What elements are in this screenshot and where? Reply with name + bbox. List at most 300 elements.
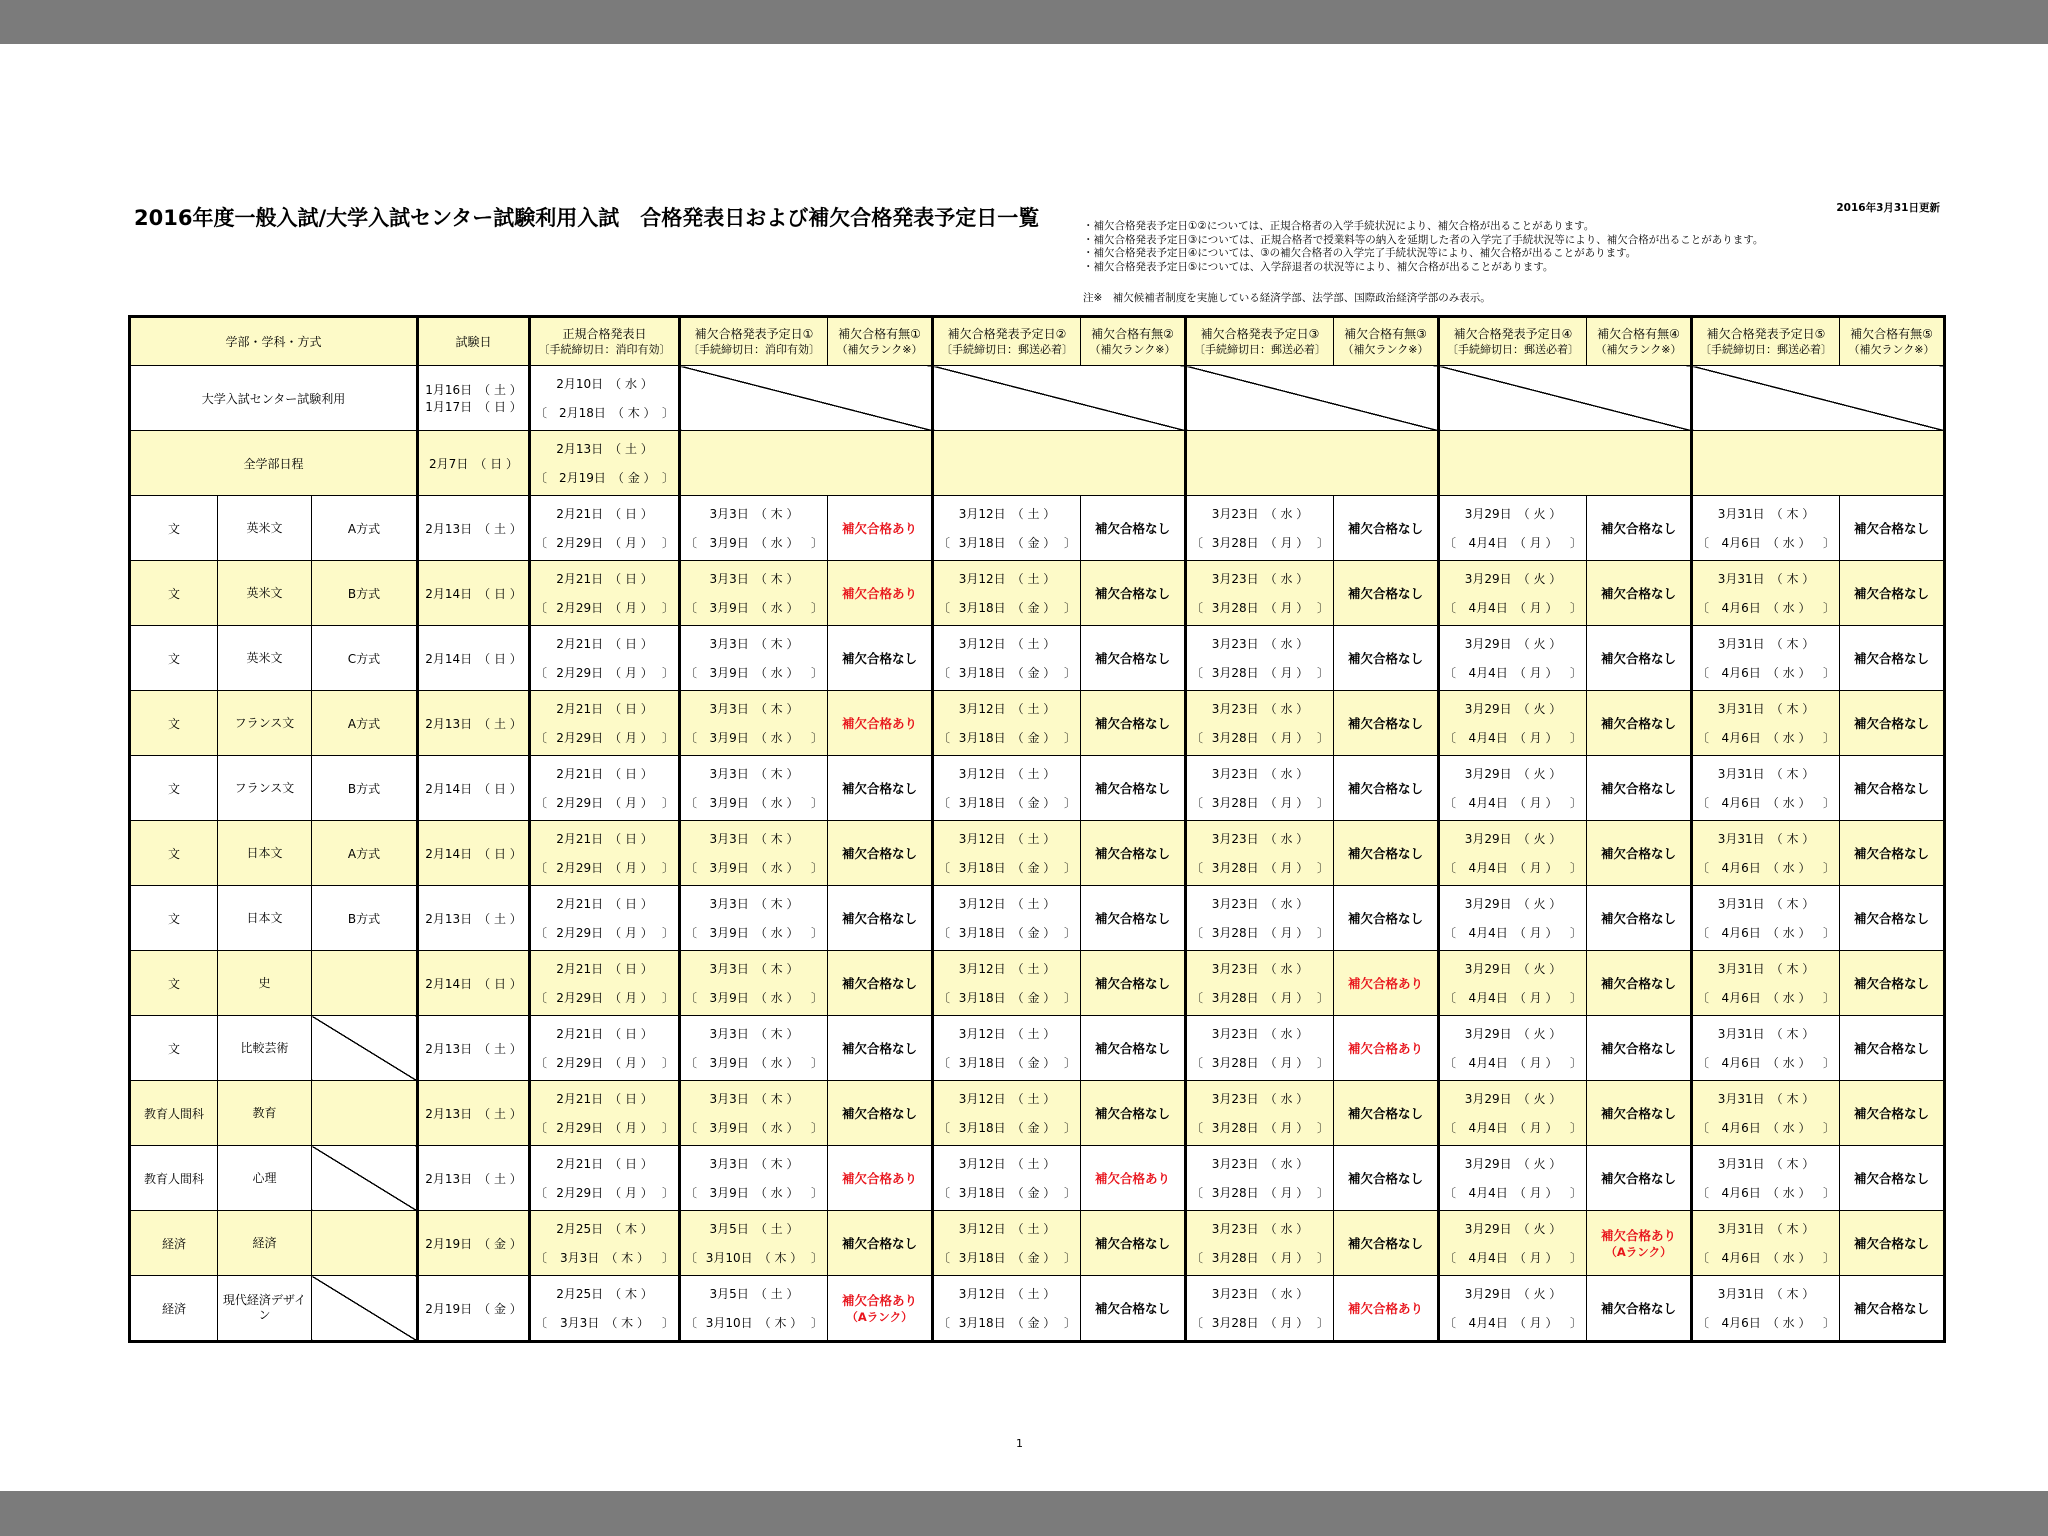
alt-status-text: 補欠合格なし	[1094, 781, 1170, 796]
alt-status	[1081, 1169, 1184, 1187]
bracket-close: 〕	[1063, 1121, 1076, 1135]
bracket-close: 〕	[1063, 536, 1076, 550]
date-pair	[1187, 570, 1333, 616]
deadline-date: 2月29日 （ 月 ）	[556, 926, 653, 940]
date-pair	[1440, 895, 1586, 941]
announce-date: 3月23日 （ 水 ）	[1211, 1092, 1309, 1106]
announce-date: 2月25日 （ 木 ）	[556, 1287, 653, 1301]
alt-status-cell	[1334, 886, 1439, 951]
date-pair	[681, 830, 827, 876]
alt-status	[828, 519, 931, 537]
deadline-row	[535, 1249, 674, 1266]
bracket-close: 〕	[1316, 601, 1329, 615]
alt1-cell	[680, 1146, 828, 1211]
alt-status-text: 補欠合格あり	[1347, 1041, 1423, 1056]
exam-date-cell	[418, 366, 530, 431]
alt2-cell	[933, 1016, 1081, 1081]
deadline-date: 3月9日 （ 水 ）	[709, 536, 799, 550]
deadline-date: 3月9日 （ 水 ）	[709, 991, 799, 1005]
bracket-close: 〕	[1316, 1121, 1329, 1135]
empty-alt-cell	[680, 431, 933, 496]
alt-status-cell	[1081, 951, 1186, 1016]
bracket-open: 〔	[938, 601, 951, 615]
bracket-open: 〔	[685, 1186, 698, 1200]
deadline-row	[535, 1119, 674, 1136]
alt5-cell	[1692, 691, 1840, 756]
alt1-cell	[680, 691, 828, 756]
announce-date: 3月31日 （ 木 ）	[1717, 1222, 1815, 1236]
faculty-cell: 文	[130, 756, 218, 821]
announce-date: 3月12日 （ 土 ）	[958, 962, 1056, 976]
deadline-date: 4月6日 （ 水 ）	[1721, 666, 1811, 680]
date-pair	[531, 765, 678, 811]
alt-status	[1840, 779, 1943, 797]
deadline-date: 4月4日 （ 月 ）	[1468, 1186, 1558, 1200]
date-pair	[1693, 960, 1839, 1006]
empty-method-cell	[312, 1016, 418, 1081]
alt-status-text: 補欠合格なし	[1600, 521, 1676, 536]
bracket-open: 〔	[1444, 861, 1457, 875]
deadline-row	[1697, 534, 1835, 551]
alt1-cell	[680, 561, 828, 626]
exam-date: 1月16日 （ 土 ）	[425, 383, 522, 397]
deadline-row	[1191, 1249, 1329, 1266]
alt-status-cell	[1334, 561, 1439, 626]
alt-status-text: 補欠合格なし	[1853, 521, 1929, 536]
date-pair	[531, 700, 678, 746]
bracket-close: 〕	[661, 731, 674, 745]
header-subline: （補欠ランク※）	[836, 342, 923, 356]
alt-status	[1334, 909, 1437, 927]
date-pair	[531, 570, 678, 616]
official-cell	[530, 626, 680, 691]
deadline-date: 4月4日 （ 月 ）	[1468, 1316, 1558, 1330]
announce-date: 3月3日 （ 木 ）	[709, 572, 799, 586]
alt-status	[1587, 1104, 1690, 1122]
bracket-open: 〔	[1697, 991, 1710, 1005]
bracket-close: 〕	[661, 1251, 674, 1265]
alt-status-cell	[828, 821, 933, 886]
bracket-open: 〔	[1697, 926, 1710, 940]
alt-status-cell	[828, 496, 933, 561]
header-alt5	[1692, 317, 1840, 366]
alt4-cell	[1439, 496, 1587, 561]
alt2-cell	[933, 951, 1081, 1016]
alt-status-cell	[1587, 1016, 1692, 1081]
deadline-row	[685, 924, 823, 941]
alt-status-cell	[1840, 626, 1945, 691]
bracket-close: 〕	[1569, 1251, 1582, 1265]
announce-date: 3月29日 （ 火 ）	[1464, 1092, 1562, 1106]
bracket-close: 〕	[1063, 666, 1076, 680]
alt-status-cell	[1081, 561, 1186, 626]
deadline-row	[685, 989, 823, 1006]
deadline-row	[685, 1249, 823, 1266]
bracket-close: 〕	[810, 1316, 823, 1330]
alt4-cell	[1439, 821, 1587, 886]
deadline-row	[938, 794, 1076, 811]
deadline-date: 2月29日 （ 月 ）	[556, 796, 653, 810]
bracket-close: 〕	[1822, 926, 1835, 940]
table-row	[130, 1146, 1945, 1211]
bracket-close: 〕	[1822, 861, 1835, 875]
announce-date: 3月5日 （ 土 ）	[709, 1287, 799, 1301]
date-pair	[1440, 570, 1586, 616]
alt-status	[1840, 714, 1943, 732]
bracket-open: 〔	[685, 536, 698, 550]
date-pair	[531, 375, 678, 421]
announce-date: 3月3日 （ 木 ）	[709, 767, 799, 781]
bracket-open: 〔	[1697, 666, 1710, 680]
header-subline: （補欠ランク※）	[1342, 342, 1429, 356]
date-pair	[1440, 700, 1586, 746]
alt-status	[1081, 1104, 1184, 1122]
deadline-row	[1697, 664, 1835, 681]
official-cell	[530, 366, 680, 431]
announce-date: 3月29日 （ 火 ）	[1464, 897, 1562, 911]
alt-status	[828, 779, 931, 797]
table-row	[130, 1081, 1945, 1146]
deadline-row	[535, 794, 674, 811]
alt-status-text: 補欠合格なし	[1347, 1106, 1423, 1121]
empty-alt-cell	[1186, 431, 1439, 496]
alt-status	[1840, 1234, 1943, 1252]
bracket-close: 〕	[1316, 796, 1329, 810]
alt-status-text: 補欠合格なし	[1600, 781, 1676, 796]
bracket-open: 〔	[1444, 666, 1457, 680]
announce-date: 3月3日 （ 木 ）	[709, 897, 799, 911]
empty-alt-cell	[1439, 431, 1692, 496]
date-pair	[1187, 1090, 1333, 1136]
alt-status	[828, 974, 931, 992]
exam-date-cell: 2月14日 （ 日 ）	[418, 821, 530, 886]
bracket-open: 〔	[1191, 666, 1204, 680]
announce-date: 3月12日 （ 土 ）	[958, 832, 1056, 846]
alt-status	[828, 584, 931, 602]
deadline-row	[1697, 1314, 1835, 1331]
announce-date: 3月31日 （ 木 ）	[1717, 1157, 1815, 1171]
bracket-open: 〔	[1191, 796, 1204, 810]
deadline-date: 3月18日 （ 金 ）	[958, 1121, 1056, 1135]
exam-date-cell: 2月13日 （ 土 ）	[418, 496, 530, 561]
alt3-cell	[1186, 951, 1334, 1016]
faculty-cell: 文	[130, 691, 218, 756]
deadline-row	[1697, 989, 1835, 1006]
department-cell: 英米文	[218, 561, 312, 626]
bracket-close: 〕	[1316, 926, 1329, 940]
alt-status-cell	[1334, 1211, 1439, 1276]
alt-status-text: 補欠合格なし	[841, 781, 917, 796]
bracket-open: 〔	[1697, 1056, 1710, 1070]
deadline-row	[938, 859, 1076, 876]
announce-date: 2月25日 （ 木 ）	[556, 1222, 653, 1236]
alt-status	[1587, 1299, 1690, 1317]
deadline-date: 3月9日 （ 水 ）	[709, 666, 799, 680]
date-pair	[531, 895, 678, 941]
table-row	[130, 886, 1945, 951]
bracket-open: 〔	[535, 1121, 548, 1135]
deadline-date: 3月9日 （ 水 ）	[709, 731, 799, 745]
table-body	[130, 317, 1945, 1342]
date-pair	[934, 960, 1080, 1006]
alt-status	[1334, 714, 1437, 732]
alt-status	[1334, 519, 1437, 537]
announce-date: 3月12日 （ 土 ）	[958, 897, 1056, 911]
date-pair	[1187, 765, 1333, 811]
bracket-open: 〔	[685, 1316, 698, 1330]
deadline-row	[1444, 989, 1582, 1006]
deadline-row	[1191, 1119, 1329, 1136]
deadline-date: 3月28日 （ 月 ）	[1211, 926, 1309, 940]
alt-status	[1587, 649, 1690, 667]
alt4-cell	[1439, 886, 1587, 951]
bracket-open: 〔	[1697, 601, 1710, 615]
alt-status	[1587, 1226, 1690, 1260]
date-pair	[1440, 1155, 1586, 1201]
alt-status	[828, 1291, 931, 1325]
alt-status-text: 補欠合格なし	[1094, 521, 1170, 536]
alt-status-cell	[1587, 1211, 1692, 1276]
date-pair	[934, 1220, 1080, 1266]
alt-status	[1334, 1104, 1437, 1122]
header-alt5-status	[1840, 317, 1945, 366]
date-pair	[1187, 1220, 1333, 1266]
announce-date: 3月12日 （ 土 ）	[958, 572, 1056, 586]
alt-status-text: 補欠合格あり	[841, 586, 917, 601]
deadline-row	[535, 1054, 674, 1071]
official-cell	[530, 561, 680, 626]
alt-status-cell	[1587, 756, 1692, 821]
deadline-row	[1697, 924, 1835, 941]
deadline-row	[535, 534, 674, 551]
alt-status-cell	[828, 626, 933, 691]
alt-status-cell	[1334, 1146, 1439, 1211]
bracket-close: 〕	[1569, 1316, 1582, 1330]
alt-status	[1840, 584, 1943, 602]
deadline-date: 2月29日 （ 月 ）	[556, 601, 653, 615]
alt-status-cell	[828, 1211, 933, 1276]
date-pair	[681, 895, 827, 941]
deadline-date: 3月18日 （ 金 ）	[958, 731, 1056, 745]
department-cell: 英米文	[218, 626, 312, 691]
table-row	[130, 951, 1945, 1016]
alt3-cell	[1186, 821, 1334, 886]
deadline-date: 3月28日 （ 月 ）	[1211, 731, 1309, 745]
alt5-cell	[1692, 951, 1840, 1016]
department-cell: 現代経済デザイン	[218, 1276, 312, 1342]
date-pair	[1440, 830, 1586, 876]
header-line: 補欠合格発表予定日④	[1453, 326, 1573, 341]
department-cell: フランス文	[218, 691, 312, 756]
method-cell: C方式	[312, 626, 418, 691]
bracket-open: 〔	[685, 1121, 698, 1135]
bracket-close: 〕	[661, 406, 674, 420]
alt-status-text: 補欠合格あり	[1094, 1171, 1170, 1186]
announce-date: 2月21日 （ 日 ）	[556, 1027, 653, 1041]
alt-status	[1081, 974, 1184, 992]
announce-date: 3月12日 （ 土 ）	[958, 507, 1056, 521]
announce-date: 3月12日 （ 土 ）	[958, 767, 1056, 781]
deadline-row	[1191, 729, 1329, 746]
bracket-close: 〕	[1569, 861, 1582, 875]
bracket-open: 〔	[685, 601, 698, 615]
alt2-cell	[933, 561, 1081, 626]
deadline-row	[1191, 1184, 1329, 1201]
date-pair	[1440, 1285, 1586, 1331]
date-pair	[531, 1285, 678, 1331]
deadline-date: 3月18日 （ 金 ）	[958, 991, 1056, 1005]
bracket-open: 〔	[938, 861, 951, 875]
bracket-close: 〕	[810, 1251, 823, 1265]
bracket-open: 〔	[535, 991, 548, 1005]
bracket-open: 〔	[535, 1316, 548, 1330]
alt-status-text: 補欠合格なし	[1347, 586, 1423, 601]
bracket-close: 〕	[1822, 796, 1835, 810]
alt-status-cell	[1840, 561, 1945, 626]
alt-status-cell	[1840, 1016, 1945, 1081]
deadline-row	[685, 859, 823, 876]
alt-status-cell	[1081, 691, 1186, 756]
announce-date: 3月23日 （ 水 ）	[1211, 572, 1309, 586]
bracket-close: 〕	[1822, 1251, 1835, 1265]
bracket-close: 〕	[810, 731, 823, 745]
deadline-row	[1191, 599, 1329, 616]
deadline-row	[1697, 599, 1835, 616]
alt-status-cell	[1840, 756, 1945, 821]
alt-status	[1840, 649, 1943, 667]
deadline-row	[535, 859, 674, 876]
alt-status-text: 補欠合格なし	[1853, 1236, 1929, 1251]
alt-status-cell	[1840, 691, 1945, 756]
header-line: 補欠合格有無②	[1091, 326, 1174, 341]
deadline-date: 3月28日 （ 月 ）	[1211, 666, 1309, 680]
date-pair	[681, 1220, 827, 1266]
alt-status-cell	[828, 1016, 933, 1081]
department-cell: 比較芸術	[218, 1016, 312, 1081]
alt-status-cell	[828, 1276, 933, 1342]
header-row	[130, 317, 1945, 366]
bracket-open: 〔	[535, 1056, 548, 1070]
alt-status-cell	[828, 691, 933, 756]
deadline-row	[1697, 1249, 1835, 1266]
header-alt2	[933, 317, 1081, 366]
header-alt3	[1186, 317, 1334, 366]
deadline-date: 4月6日 （ 水 ）	[1721, 926, 1811, 940]
official-cell	[530, 1081, 680, 1146]
alt1-cell	[680, 1081, 828, 1146]
header-line: 補欠合格発表予定日③	[1200, 326, 1320, 341]
alt5-cell	[1692, 1081, 1840, 1146]
bracket-close: 〕	[1063, 1186, 1076, 1200]
date-pair	[531, 1025, 678, 1071]
announce-date: 3月12日 （ 土 ）	[958, 1027, 1056, 1041]
bracket-close: 〕	[1316, 1056, 1329, 1070]
alt1-cell	[680, 1016, 828, 1081]
bracket-open: 〔	[1191, 926, 1204, 940]
department-cell: 日本文	[218, 821, 312, 886]
official-cell	[530, 1146, 680, 1211]
alt-status-cell	[828, 886, 933, 951]
date-pair	[1187, 700, 1333, 746]
alt-status-cell	[1081, 1081, 1186, 1146]
date-pair	[1693, 765, 1839, 811]
bracket-open: 〔	[938, 536, 951, 550]
deadline-date: 3月28日 （ 月 ）	[1211, 1056, 1309, 1070]
header-subline: （補欠ランク※）	[1089, 342, 1176, 356]
deadline-row	[938, 1054, 1076, 1071]
date-pair	[1187, 635, 1333, 681]
deadline-date: 3月18日 （ 金 ）	[958, 861, 1056, 875]
date-pair	[531, 440, 678, 486]
alt-status-text: 補欠合格なし	[1853, 781, 1929, 796]
bracket-open: 〔	[535, 601, 548, 615]
alt-status-cell	[1081, 1146, 1186, 1211]
alt-status-cell	[828, 756, 933, 821]
announce-date: 2月21日 （ 日 ）	[556, 702, 653, 716]
bracket-close: 〕	[661, 666, 674, 680]
bracket-close: 〕	[1822, 731, 1835, 745]
date-pair	[934, 570, 1080, 616]
alt-rank: （Aランク）	[1605, 1245, 1672, 1259]
alt-status-cell	[1334, 756, 1439, 821]
announce-date: 3月23日 （ 水 ）	[1211, 1027, 1309, 1041]
exam-date-cell: 2月13日 （ 土 ）	[418, 691, 530, 756]
alt-status	[1334, 1234, 1437, 1252]
bracket-close: 〕	[1569, 731, 1582, 745]
deadline-date: 4月4日 （ 月 ）	[1468, 796, 1558, 810]
deadline-row	[535, 1184, 674, 1201]
announce-date: 3月31日 （ 木 ）	[1717, 1092, 1815, 1106]
deadline-row	[938, 1184, 1076, 1201]
alt-status-cell	[1081, 821, 1186, 886]
alt-status	[1334, 974, 1437, 992]
bracket-close: 〕	[1569, 1186, 1582, 1200]
announce-date: 3月23日 （ 水 ）	[1211, 962, 1309, 976]
deadline-row	[535, 989, 674, 1006]
date-pair	[681, 570, 827, 616]
alt2-cell	[933, 626, 1081, 691]
alt-status-text: 補欠合格なし	[1853, 846, 1929, 861]
deadline-date: 3月28日 （ 月 ）	[1211, 601, 1309, 615]
alt-status-text: 補欠合格なし	[1600, 586, 1676, 601]
alt-status-text: 補欠合格なし	[1600, 846, 1676, 861]
alt-status	[1587, 714, 1690, 732]
bracket-close: 〕	[1063, 1316, 1076, 1330]
alt-status-cell	[1587, 1276, 1692, 1342]
alt5-cell	[1692, 561, 1840, 626]
bracket-close: 〕	[1822, 1056, 1835, 1070]
faculty-cell: 経済	[130, 1276, 218, 1342]
alt-status	[828, 1104, 931, 1122]
deadline-date: 2月29日 （ 月 ）	[556, 861, 653, 875]
bracket-open: 〔	[1444, 1316, 1457, 1330]
date-pair	[1187, 830, 1333, 876]
announce-date: 3月23日 （ 水 ）	[1211, 1157, 1309, 1171]
deadline-date: 3月28日 （ 月 ）	[1211, 861, 1309, 875]
bracket-open: 〔	[1697, 1316, 1710, 1330]
alt-status	[1081, 584, 1184, 602]
deadline-date: 3月28日 （ 月 ）	[1211, 1186, 1309, 1200]
exam-date: 1月17日 （ 日 ）	[425, 400, 522, 414]
date-pair	[1187, 960, 1333, 1006]
bracket-close: 〕	[810, 536, 823, 550]
note-line: ・補欠合格発表予定日④については、③の補欠合格者の入学完了手続状況等により、補欠合格が出ることがあります。	[1083, 247, 1637, 259]
alt-status-text: 補欠合格なし	[841, 846, 917, 861]
alt3-cell	[1186, 756, 1334, 821]
announce-date: 3月12日 （ 土 ）	[958, 637, 1056, 651]
date-pair	[1693, 1155, 1839, 1201]
alt5-cell	[1692, 626, 1840, 691]
